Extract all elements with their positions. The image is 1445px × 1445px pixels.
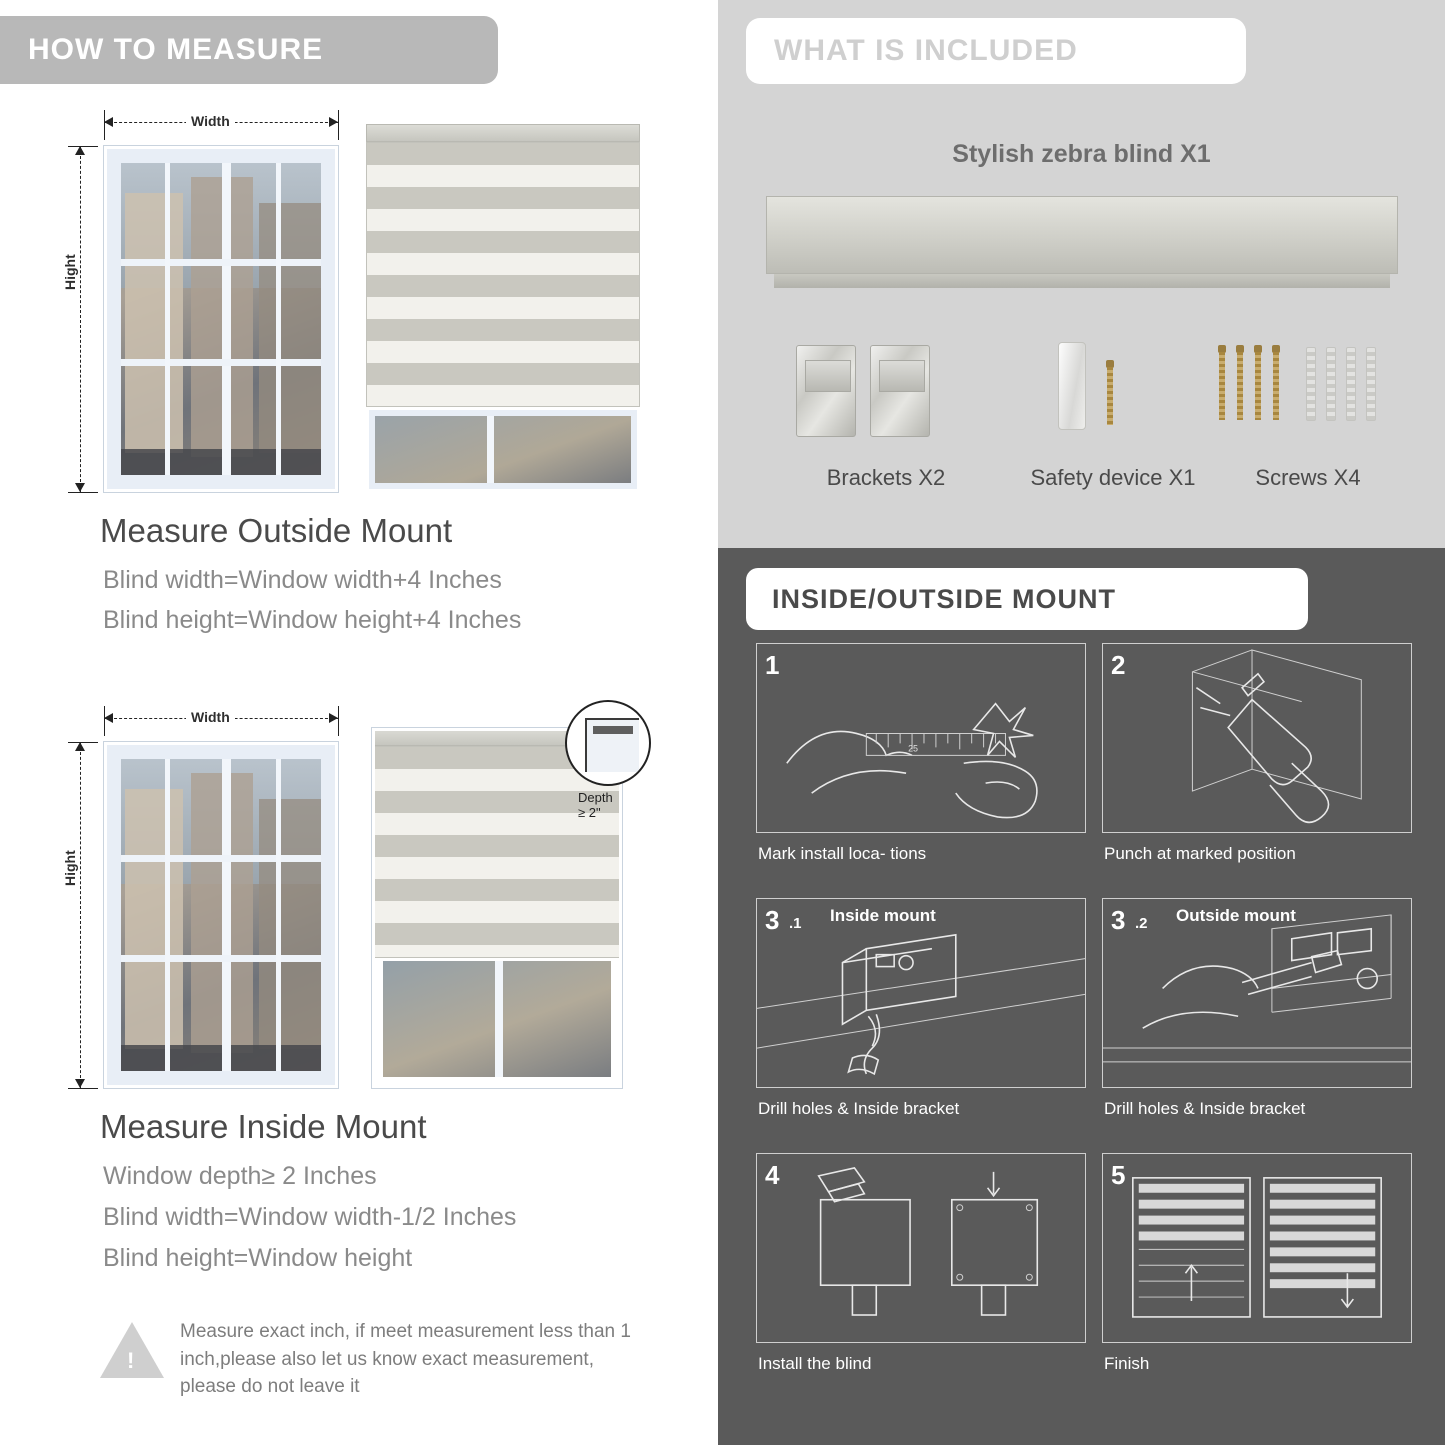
window-muntin-4 <box>276 759 281 1071</box>
anchor-3-icon <box>1346 347 1356 421</box>
screw-4-body <box>1273 352 1279 420</box>
inside-mount-line-1: Window depth≥ 2 Inches <box>103 1162 377 1190</box>
inside-width-tick-right <box>338 706 339 736</box>
warning-text: Measure exact inch, if meet measurement less than 1 inch,please also let us know exact measurement, please do not leave it <box>180 1321 631 1398</box>
step-3-2-sketch <box>1103 899 1411 1088</box>
outside-window-view <box>121 163 321 475</box>
step-2-number: 2 <box>1111 650 1126 680</box>
step-1-sketch <box>757 644 1085 833</box>
depth-label: Depth ≥ 2" <box>578 790 613 820</box>
zebra-blind-bottom-rail <box>774 274 1390 288</box>
step-3-1-inline-label: Inside mount <box>830 906 936 925</box>
outside-mount-line-1: Blind width=Window width+4 Inches <box>103 566 502 594</box>
screw-2-body <box>1237 352 1243 420</box>
step-3-1-caption: Drill holes & Inside bracket <box>758 1099 960 1118</box>
included-main-item-label: Stylish zebra blind X1 <box>952 140 1211 168</box>
inside-height-label: Hight <box>62 845 78 891</box>
step-1-number: 1 <box>765 650 780 680</box>
inside-mount-line-3: Blind height=Window height <box>103 1244 413 1272</box>
screw-4-icon <box>1272 345 1280 423</box>
depth-detail-bubble <box>565 700 651 786</box>
what-is-included-tab: WHAT IS INCLUDED <box>746 18 1246 84</box>
window-muntin-1 <box>165 163 170 475</box>
inside-height-arrow-down <box>75 1079 85 1088</box>
anchor-2-icon <box>1326 347 1336 421</box>
blind-window-view <box>375 416 631 483</box>
inside-window-graphic <box>104 742 338 1088</box>
window-mullion-h2 <box>121 359 321 366</box>
outside-width-arrow-right <box>329 117 338 127</box>
outside-blind-graphic <box>366 124 640 492</box>
screw-body <box>1107 367 1113 425</box>
step-1-caption: Mark install loca- tions <box>758 844 927 863</box>
outside-height-arrow-down <box>75 483 85 492</box>
safety-device-label: Safety device X1 <box>1030 465 1196 490</box>
screw-sample-icon <box>1106 360 1114 430</box>
step-3-2-inline-label: Outside mount <box>1176 906 1296 925</box>
outside-width-arrow-left <box>104 117 113 127</box>
screw-1-icon <box>1218 345 1226 423</box>
screws-label: Screws X4 <box>1255 465 1361 490</box>
inside-blind-window-mullion <box>495 961 503 1077</box>
screw-3-icon <box>1254 345 1262 423</box>
screw-1-body <box>1219 352 1225 420</box>
window-mullion-h1 <box>121 259 321 266</box>
step-5-sketch <box>1103 1154 1411 1343</box>
outside-height-tick-bottom <box>68 492 98 493</box>
step-4-caption: Install the blind <box>758 1354 872 1373</box>
step-5-caption: Finish <box>1104 1354 1150 1373</box>
inside-blind-window-frame <box>372 728 622 1088</box>
step-3-2-number: 3 <box>1111 905 1126 935</box>
step-3-1-illustration <box>756 898 1086 1088</box>
blind-fabric <box>366 142 640 407</box>
depth-arrow-bar <box>593 726 633 734</box>
step-2-illustration <box>1102 643 1412 833</box>
svg-text:25: 25 <box>908 743 919 754</box>
inside-mount-line-2: Blind width=Window width-1/2 Inches <box>103 1203 517 1231</box>
outside-mount-line-2: Blind height=Window height+4 Inches <box>103 606 522 634</box>
outside-height-tick-top <box>68 146 98 147</box>
step-2-caption: Punch at marked position <box>1104 844 1296 863</box>
street <box>121 449 321 475</box>
step-3-1-subnumber: .1 <box>789 915 802 932</box>
building-right-2 <box>259 799 321 1049</box>
inside-mount-title: Measure Inside Mount <box>100 1108 427 1145</box>
step-4-number: 4 <box>765 1160 780 1190</box>
blind-window-mullion <box>487 416 494 483</box>
what-is-included-panel <box>718 0 1445 548</box>
inside-height-tick-bottom <box>68 1088 98 1089</box>
outside-height-label: Hight <box>62 249 78 295</box>
inside-height-arrow-up <box>75 742 85 751</box>
step-4-illustration <box>756 1153 1086 1343</box>
outside-width-tick-left <box>104 110 105 140</box>
window-muntin-3 <box>165 759 170 1071</box>
outside-height-dimension-line <box>80 146 81 492</box>
zebra-blind-product-image <box>766 196 1398 274</box>
window-mullion-vertical-2 <box>222 759 231 1071</box>
step-5-illustration <box>1102 1153 1412 1343</box>
inside-width-arrow-left <box>104 713 113 723</box>
screw-3-body <box>1255 352 1261 420</box>
anchor-4-icon <box>1366 347 1376 421</box>
blind-headrail <box>366 124 640 142</box>
safety-device-icon <box>1058 342 1086 430</box>
inside-width-tick-left <box>104 706 105 736</box>
blind-exposed-window <box>366 407 640 492</box>
anchor-1-icon <box>1306 347 1316 421</box>
window-mullion-vertical <box>222 163 231 475</box>
outside-width-label: Width <box>186 113 235 129</box>
bracket-2-icon <box>870 345 930 437</box>
building-left-2 <box>125 789 183 1049</box>
bracket-1-icon <box>796 345 856 437</box>
step-3-1-sketch <box>757 899 1085 1088</box>
inside-outside-mount-panel <box>718 548 1445 1445</box>
step-3-1-number: 3 <box>765 905 780 935</box>
step-1-illustration <box>756 643 1086 833</box>
inside-width-label: Width <box>186 709 235 725</box>
step-3-2-illustration <box>1102 898 1412 1088</box>
step-3-2-caption: Drill holes & Inside bracket <box>1104 1099 1306 1118</box>
outside-width-tick-right <box>338 110 339 140</box>
how-to-measure-tab: HOW TO MEASURE <box>0 16 498 84</box>
inside-height-tick-top <box>68 742 98 743</box>
step-3-2-subnumber: .2 <box>1135 915 1148 932</box>
step-5-number: 5 <box>1111 1160 1126 1190</box>
window-muntin-2 <box>276 163 281 475</box>
step-4-sketch <box>757 1154 1085 1343</box>
inside-height-dimension-line <box>80 742 81 1088</box>
outside-height-arrow-up <box>75 146 85 155</box>
step-2-sketch <box>1103 644 1411 833</box>
inside-width-arrow-right <box>329 713 338 723</box>
window-mullion-h1-2 <box>121 855 321 862</box>
building-left <box>125 193 183 453</box>
inside-outside-mount-tab: INSIDE/OUTSIDE MOUNT <box>746 568 1308 630</box>
street-2 <box>121 1045 321 1071</box>
building-right <box>259 203 321 453</box>
outside-window-graphic <box>104 146 338 492</box>
how-to-measure-panel <box>0 0 712 1445</box>
window-mullion-h2-2 <box>121 955 321 962</box>
brackets-label: Brackets X2 <box>826 465 946 490</box>
warning-exclamation: ! <box>127 1348 135 1373</box>
inside-window-view <box>121 759 321 1071</box>
outside-mount-title: Measure Outside Mount <box>100 512 453 549</box>
screw-2-icon <box>1236 345 1244 423</box>
